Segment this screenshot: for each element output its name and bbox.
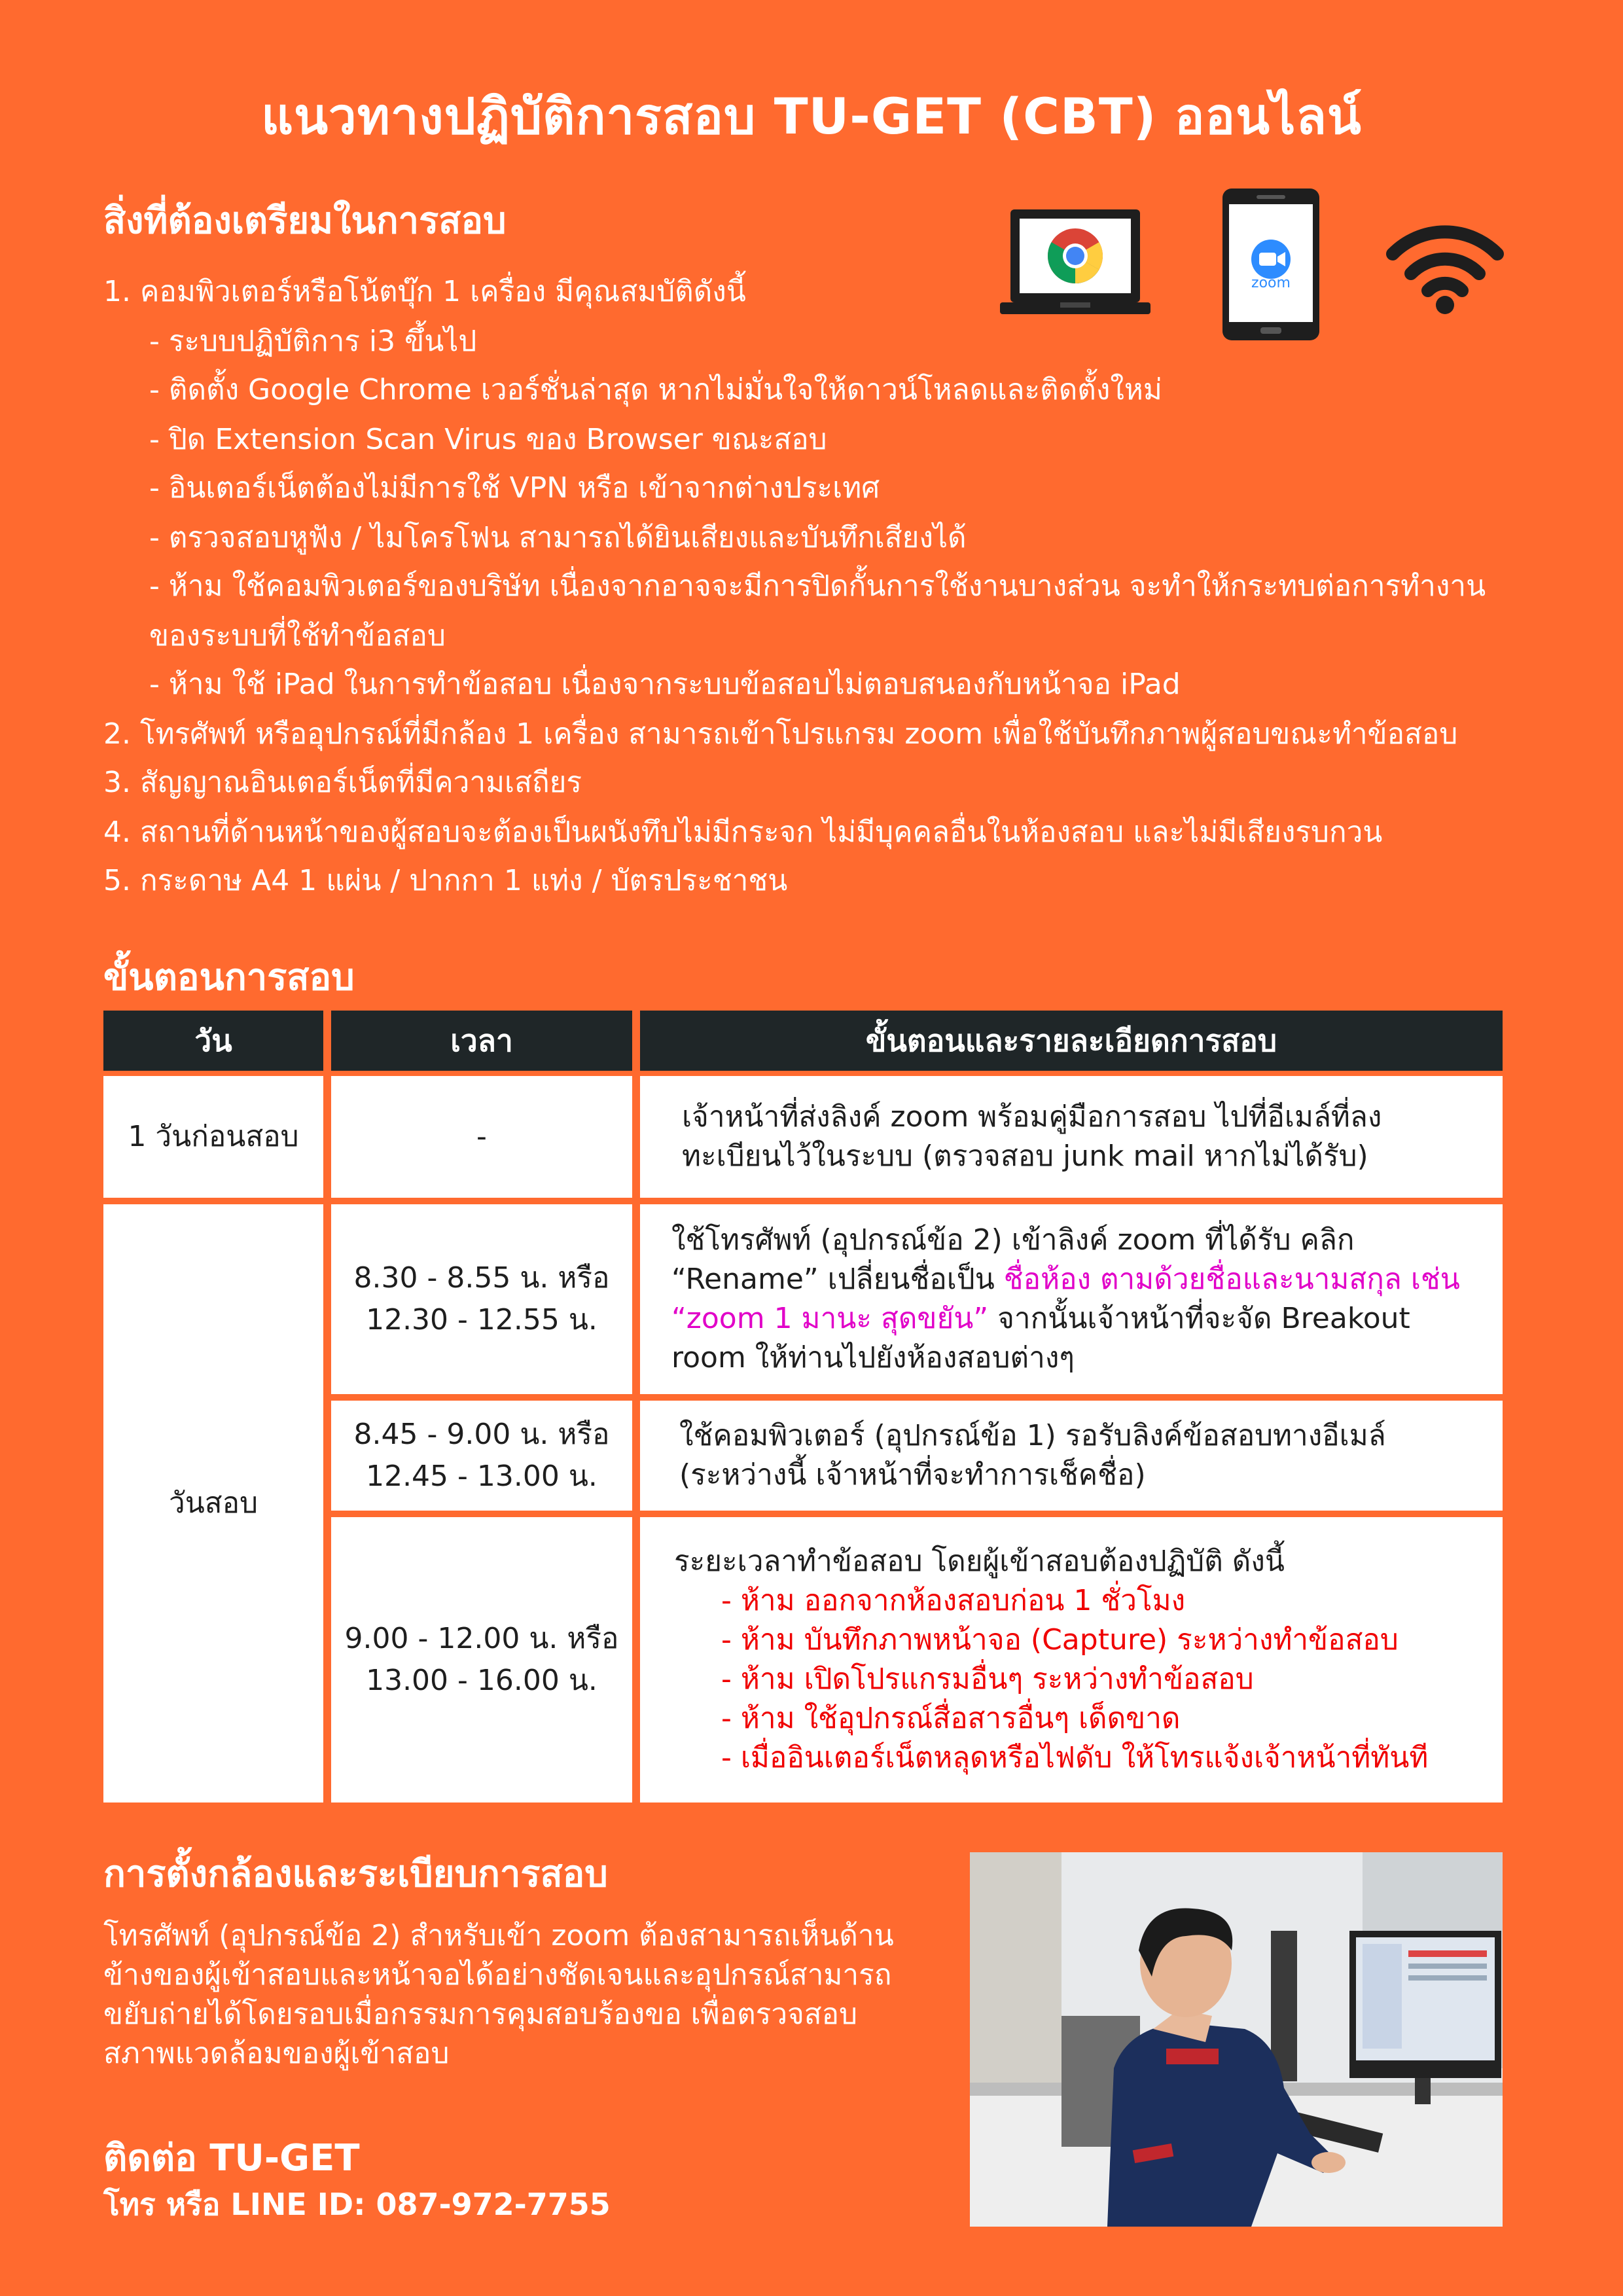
prep-subitem: - ตรวจสอบหูฟัง / ไมโครโฟน สามารถได้ยินเสียงและบันทึกเสียงได้: [149, 521, 967, 554]
prep-heading: สิ่งที่ต้องเตรียมในการสอบ: [103, 200, 507, 242]
prep-subitem: - ห้าม ใช้คอมพิวเตอร์ของบริษัท เนื่องจากอาจจะมีการปิดกั้นการใช้งานบางส่วน จะทำให้กระทบต่อการทำงาน: [149, 569, 1486, 603]
detail-line: (ระหว่างนี้ เจ้าหน้าที่จะทำการเช็คชื่อ): [679, 1458, 1146, 1492]
col-header-time: เวลา: [331, 1011, 632, 1071]
camera-text-line: สภาพแวดล้อมของผู้เข้าสอบ: [103, 2037, 450, 2070]
detail-line: ทะเบียนไว้ในระบบ (ตรวจสอบ junk mail หากไม่ได้รับ): [682, 1139, 1368, 1173]
exam-rule: - ห้าม เปิดโปรแกรมอื่นๆ ระหว่างทำข้อสอบ: [721, 1662, 1254, 1696]
prep-item: 4. สถานที่ด้านหน้าของผู้สอบจะต้องเป็นผนังทึบไม่มีกระจก ไม่มีบุคคลอื่นในห้องสอบ และไม่มีเสียงรบกวน: [103, 816, 1383, 849]
time-cell: -: [331, 1076, 632, 1198]
detail-cell: [640, 1401, 1503, 1511]
detail-cell: [640, 1204, 1503, 1394]
exam-rule: - เมื่ออินเตอร์เน็ตหลุดหรือไฟดับ ให้โทรแจ้งเจ้าหน้าที่ทันที: [721, 1741, 1429, 1774]
exam-rule: - ห้าม ใช้อุปกรณ์สื่อสารอื่นๆ เด็ดขาด: [721, 1702, 1181, 1735]
camera-heading: การตั้งกล้องและระเบียบการสอบ: [103, 1853, 608, 1895]
time-cell: [331, 1517, 632, 1803]
breakout-text: จากนั้นเจ้าหน้าที่จะจัด Breakout: [988, 1302, 1410, 1335]
zoom-label: zoom: [1251, 275, 1291, 291]
time-cell: [331, 1401, 632, 1511]
prep-subitem: ของระบบที่ใช้ทำข้อสอบ: [149, 619, 446, 653]
prep-item: 1. คอมพิวเตอร์หรือโน้ตบุ๊ก 1 เครื่อง มีคุณสมบัติดังนี้: [103, 275, 746, 308]
prep-item: 5. กระดาษ A4 1 แผ่น / ปากกา 1 แท่ง / บัตรประชาชน: [103, 864, 788, 897]
time-line: 12.45 - 13.00 น.: [366, 1460, 597, 1493]
detail-line: ใช้โทรศัพท์ (อุปกรณ์ข้อ 2) เข้าลิงค์ zoom ที่ได้รับ คลิก: [671, 1223, 1355, 1257]
time-cell: [331, 1204, 632, 1394]
exam-day-cell: วันสอบ: [103, 1204, 323, 1803]
camera-text-line: โทรศัพท์ (อุปกรณ์ข้อ 2) สำหรับเข้า zoom ต้องสามารถเห็นด้าน: [103, 1919, 894, 1952]
contact-heading: ติดต่อ TU-GET: [103, 2137, 360, 2179]
detail-cell: [640, 1076, 1503, 1198]
page-title: แนวทางปฏิบัติการสอบ TU-GET (CBT) ออนไลน์: [261, 87, 1362, 145]
time-line: 13.00 - 16.00 น.: [366, 1664, 597, 1697]
col-header-details: ขั้นตอนและรายละเอียดการสอบ: [640, 1011, 1503, 1071]
time-line: 8.30 - 8.55 น. หรือ: [353, 1261, 610, 1295]
prep-subitem: - อินเตอร์เน็ตต้องไม่มีการใช้ VPN หรือ เข้าจากต่างประเทศ: [149, 471, 880, 505]
prep-subitem: - ติดตั้ง Google Chrome เวอร์ชั่นล่าสุด หากไม่มั่นใจให้ดาวน์โหลดและติดตั้งใหม่: [149, 373, 1162, 406]
detail-line: ใช้คอมพิวเตอร์ (อุปกรณ์ข้อ 1) รอรับลิงค์ข้อสอบทางอีเมล์: [679, 1419, 1386, 1452]
name-format-text: ชื่อห้อง ตามด้วยชื่อและนามสกุล เช่น: [1003, 1263, 1460, 1296]
detail-line: [671, 1260, 1503, 1299]
col-header-day: วัน: [103, 1011, 323, 1071]
detail-line: เจ้าหน้าที่ส่งลิงค์ zoom พร้อมคู่มือการสอบ ไปที่อีเมล์ที่ลง: [682, 1100, 1382, 1134]
prep-item: 3. สัญญาณอินเตอร์เน็ตที่มีความเสถียร: [103, 766, 582, 799]
contact-line: โทร หรือ LINE ID: 087-972-7755: [103, 2187, 611, 2222]
phone-zoom-icon: [1222, 188, 1319, 340]
steps-table: [103, 1011, 1503, 1803]
time-line: 8.45 - 9.00 น. หรือ: [353, 1418, 610, 1451]
name-example-text: “zoom 1 มานะ สุดขยัน”: [671, 1302, 989, 1335]
detail-cell: [640, 1517, 1503, 1803]
exam-setup-photo: [970, 1852, 1503, 2227]
detail-line: ระยะเวลาทำข้อสอบ โดยผู้เข้าสอบต้องปฏิบัติ ดังนี้: [674, 1545, 1285, 1578]
prep-subitem: - ระบบปฏิบัติการ i3 ขึ้นไป: [149, 325, 477, 358]
prep-subitem: - ปิด Extension Scan Virus ของ Browser ขณะสอบ: [149, 423, 827, 456]
camera-text-line: ขยับถ่ายได้โดยรอบเมื่อกรรมการคุมสอบร้องขอ เพื่อตรวจสอบ: [103, 1998, 858, 2031]
detail-line: room ให้ท่านไปยังห้องสอบต่างๆ: [671, 1341, 1075, 1374]
day-before-cell: 1 วันก่อนสอบ: [103, 1076, 323, 1198]
camera-text-line: ข้างของผู้เข้าสอบและหน้าจอได้อย่างชัดเจนและอุปกรณ์สามารถ: [103, 1958, 892, 1992]
wifi-icon: [1386, 216, 1504, 314]
rename-text: “Rename” เปลี่ยนชื่อเป็น: [671, 1263, 1004, 1296]
exam-rule: - ห้าม ออกจากห้องสอบก่อน 1 ชั่วโมง: [721, 1584, 1186, 1617]
time-line: 12.30 - 12.55 น.: [366, 1303, 597, 1336]
laptop-chrome-icon: [1000, 207, 1150, 318]
time-line: 9.00 - 12.00 น. หรือ: [344, 1622, 619, 1655]
detail-line: [671, 1299, 1503, 1338]
steps-heading: ขั้นตอนการสอบ: [103, 956, 355, 999]
exam-rule: - ห้าม บันทึกภาพหน้าจอ (Capture) ระหว่างทำข้อสอบ: [721, 1623, 1399, 1657]
prep-subitem: - ห้าม ใช้ iPad ในการทำข้อสอบ เนื่องจากระบบข้อสอบไม่ตอบสนองกับหน้าจอ iPad: [149, 668, 1181, 701]
prep-item: 2. โทรศัพท์ หรืออุปกรณ์ที่มีกล้อง 1 เครื่อง สามารถเข้าโปรแกรม zoom เพื่อใช้บันทึกภาพผู้สอบขณะทำข้อสอบ: [103, 717, 1458, 751]
